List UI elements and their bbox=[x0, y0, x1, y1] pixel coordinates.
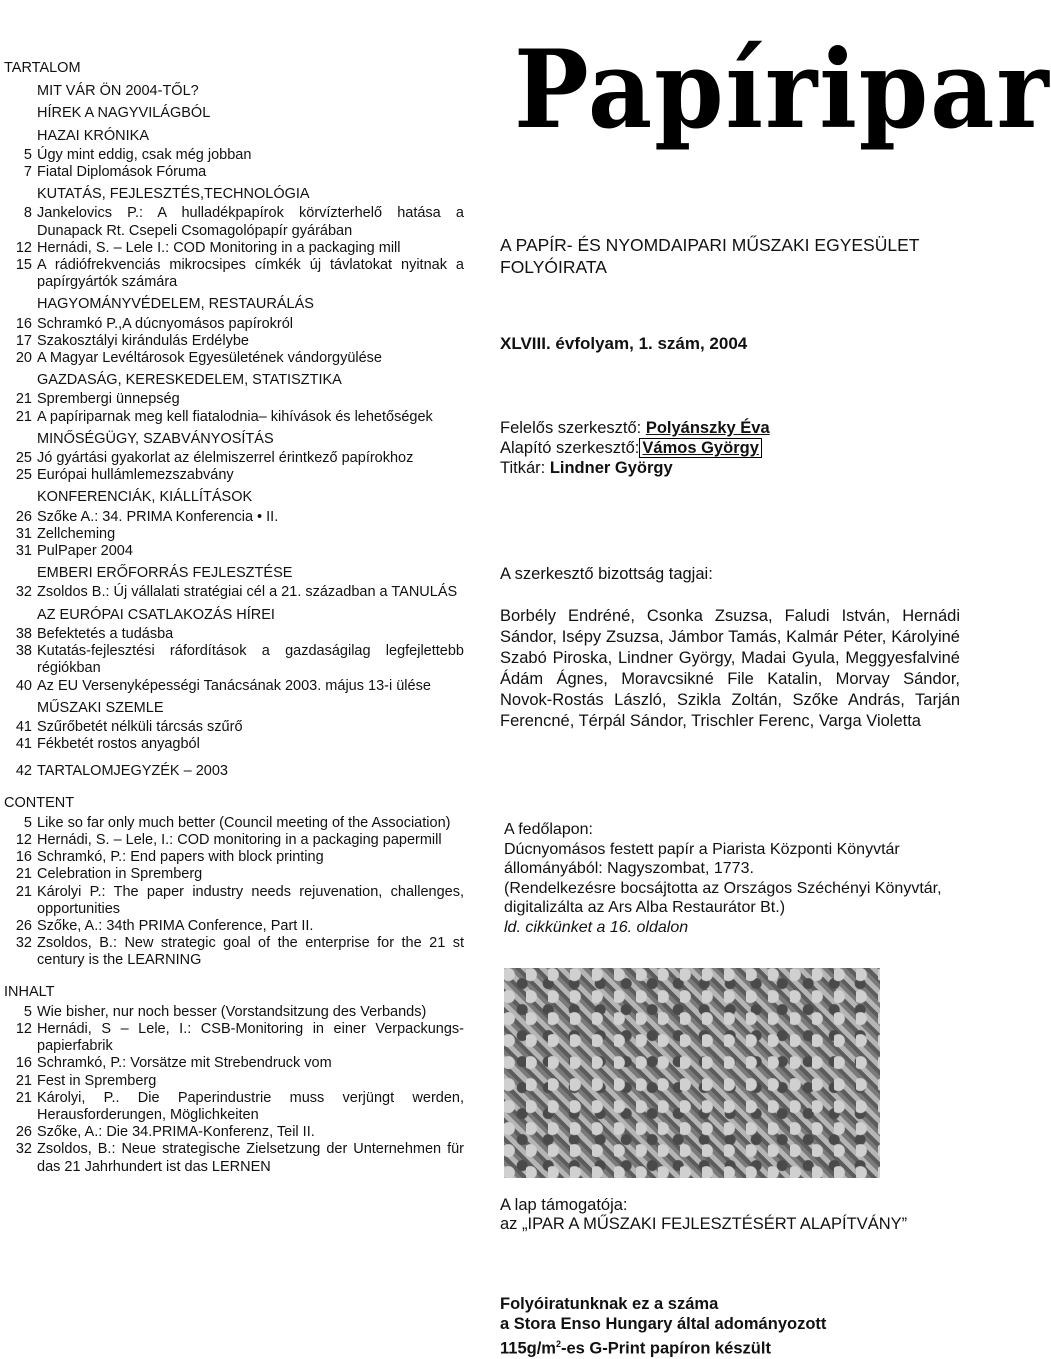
entry-text: Szőke, A.: Die 34.PRIMA-Konferenz, Teil II. bbox=[37, 1124, 315, 1141]
editor-line: Felelős szerkesztő: Polyánszky Éva bbox=[500, 419, 770, 437]
toc-entry bbox=[4, 450, 464, 467]
toc-entry bbox=[4, 918, 464, 935]
entry-page: 32 bbox=[15, 935, 32, 952]
entry-text: PulPaper 2004 bbox=[37, 543, 133, 560]
toc-entry bbox=[4, 1141, 464, 1175]
inhalt-entries bbox=[4, 1004, 464, 1176]
toc-entry bbox=[4, 257, 464, 291]
cover-pattern-image bbox=[504, 968, 880, 1178]
entry-page: 25 bbox=[15, 467, 32, 484]
toc-entry bbox=[4, 626, 464, 643]
entry-text: Wie bisher, nur noch besser (Vorstandsitzung des Verbands) bbox=[37, 1003, 427, 1020]
entry-page: 41 bbox=[15, 736, 32, 753]
toc-entry bbox=[4, 467, 464, 484]
section-entries bbox=[4, 205, 464, 291]
entry-page: 31 bbox=[15, 525, 32, 542]
entry-page: 40 bbox=[15, 677, 32, 694]
entry-page: 38 bbox=[15, 625, 32, 642]
entry-page: 42 bbox=[15, 763, 32, 780]
board-title: A szerkesztő bizottság tagjai: bbox=[500, 565, 713, 583]
section-title: MINŐSÉGÜGY, SZABVÁNYOSÍTÁS bbox=[37, 430, 274, 447]
entry-page: 12 bbox=[15, 1020, 32, 1037]
entry-page: 5 bbox=[23, 814, 32, 831]
entry-page: 32 bbox=[15, 1141, 32, 1158]
entry-page: 38 bbox=[15, 643, 32, 660]
entry-text: Szakosztályi kirándulás Erdélybe bbox=[37, 332, 249, 349]
toc-entry bbox=[4, 678, 464, 695]
section-title: HAGYOMÁNYVÉDELEM, RESTAURÁLÁS bbox=[37, 296, 314, 313]
section-title: GAZDASÁG, KERESKEDELEM, STATISZTIKA bbox=[37, 372, 342, 389]
section-title: EMBERI ERŐFORRÁS FEJLESZTÉSE bbox=[37, 565, 293, 582]
toc-entry bbox=[4, 1073, 464, 1090]
entry-text: Hernádi, S. – Lele I.: COD Monitoring in a packaging mill bbox=[37, 239, 401, 256]
entry-text: Európai hullámlemezszabvány bbox=[37, 467, 234, 484]
entry-text: Szőke A.: 34. PRIMA Konferencia • II. bbox=[37, 508, 279, 525]
entry-text: Celebration in Spremberg bbox=[37, 866, 203, 883]
entry-page: 5 bbox=[23, 146, 32, 163]
toc-entry bbox=[4, 164, 464, 181]
entry-text: Schramkó P.,A dúcnyomásos papírokról bbox=[37, 315, 294, 332]
toc-entry bbox=[4, 205, 464, 239]
section-entries bbox=[4, 316, 464, 368]
section-title: HAZAI KRÓNIKA bbox=[37, 127, 149, 144]
toc-entry bbox=[4, 849, 464, 866]
section-entries bbox=[4, 584, 464, 601]
entry-page: 26 bbox=[15, 1124, 32, 1141]
toc-entry bbox=[4, 815, 464, 832]
masthead-title: Papíripar bbox=[514, 27, 1051, 153]
entry-text: Károlyi, P.. Die Paperindustrie muss verjüngt werden, Herausforderungen, Möglichkeiten bbox=[37, 1089, 464, 1123]
toc-entry bbox=[4, 832, 464, 849]
founder-line: Alapító szerkesztő: Vámos György bbox=[500, 438, 960, 458]
entry-page: 26 bbox=[15, 508, 32, 525]
editorial-staff bbox=[500, 418, 960, 478]
toc-entry bbox=[4, 1124, 464, 1141]
entry-page: 21 bbox=[15, 866, 32, 883]
entry-text: Kutatás-fejlesztési ráfordítások a gazdaságilag legfejlettebb régiókban bbox=[37, 643, 464, 677]
toc-entry bbox=[4, 526, 464, 543]
entry-page: 20 bbox=[15, 350, 32, 367]
entry-text: Szőke, A.: 34th PRIMA Conference, Part II. bbox=[37, 917, 314, 934]
toc-entry bbox=[4, 643, 464, 677]
toc-entry bbox=[4, 1090, 464, 1124]
support-label: A lap támogatója: bbox=[500, 1196, 628, 1214]
entry-text: A Magyar Levéltárosok Egyesületének vándorgyülése bbox=[37, 350, 382, 367]
cover-description bbox=[504, 820, 960, 937]
entry-text: Schramkó, P.: End papers with block printing bbox=[37, 849, 324, 866]
volume-info: XLVIII. évfolyam, 1. szám, 2004 bbox=[500, 334, 748, 353]
content-heading: CONTENT bbox=[4, 794, 75, 811]
entry-text: Jankelovics P.: A hulladékpapírok körvízterhelő hatása a Dunapack Rt. Csepeli Csomagolópapír gyárában bbox=[37, 205, 464, 239]
entry-page: 8 bbox=[23, 205, 32, 222]
entry-page: 25 bbox=[15, 450, 32, 467]
secretary-line: Titkár: Lindner György bbox=[500, 459, 673, 477]
entry-text: Szűrőbetét nélküli tárcsás szűrő bbox=[37, 718, 243, 735]
cover-line1: Dúcnyomásos festett papír a Piarista Központi Könyvtár állományából: Nagyszombat, 1773. bbox=[504, 840, 900, 877]
entry-page: 41 bbox=[15, 718, 32, 735]
toc-entry bbox=[4, 736, 464, 753]
entry-page: 31 bbox=[15, 543, 32, 560]
entry-text: Zellcheming bbox=[37, 525, 116, 542]
toc-entry bbox=[4, 884, 464, 918]
entry-text: Fiatal Diplomások Fóruma bbox=[37, 164, 207, 181]
entry-page: 16 bbox=[15, 315, 32, 332]
entry-text: Like so far only much better (Council meeting of the Association) bbox=[37, 814, 451, 831]
entry-page: 21 bbox=[15, 408, 32, 425]
supporter bbox=[500, 1196, 960, 1234]
printed-line2: a Stora Enso Hungary által adományozott bbox=[500, 1315, 827, 1333]
entry-text: Az EU Versenyképességi Tanácsának 2003. május 13-i ülése bbox=[37, 677, 431, 694]
toc-entry bbox=[4, 409, 464, 426]
entry-text: Fest in Spremberg bbox=[37, 1072, 157, 1089]
section-title: AZ EURÓPAI CSATLAKOZÁS HÍREI bbox=[37, 606, 275, 623]
toc-entry bbox=[4, 240, 464, 257]
section-entries bbox=[4, 626, 464, 695]
toc-entry bbox=[4, 391, 464, 408]
entry-text: Hernádi, S – Lele, I.: CSB-Monitoring in einer Verpackungs-papierfabrik bbox=[37, 1020, 464, 1055]
toc-entry bbox=[4, 147, 464, 164]
section-title: KUTATÁS, FEJLESZTÉS,TECHNOLÓGIA bbox=[37, 186, 310, 203]
toc-entry bbox=[4, 1021, 464, 1055]
editor-name: Polyánszky Éva bbox=[645, 419, 770, 437]
entry-text: Sprembergi ünnepség bbox=[37, 391, 180, 408]
toc-entry bbox=[4, 333, 464, 350]
entry-text: Schramkó, P.: Vorsätze mit Strebendruck vom bbox=[37, 1055, 332, 1072]
section-entries bbox=[4, 719, 464, 753]
toc-entry bbox=[4, 1055, 464, 1072]
entry-text: A rádiófrekvenciás mikrocsipes címkék új távlatokat nyitnak a papírgyártók számára bbox=[37, 257, 464, 291]
cover-line2: (Rendelkezésre bocsájtotta az Országos Széchényi Könyvtár, digitalizálta az Ars Alba Restaurátor Bt.) bbox=[504, 879, 942, 916]
support-name: az „IPAR A MŰSZAKI FEJLESZTÉSÉRT ALAPÍTVÁNY” bbox=[500, 1215, 908, 1233]
entry-page: 21 bbox=[15, 1072, 32, 1089]
toc-entry bbox=[4, 509, 464, 526]
entry-page: 7 bbox=[23, 164, 32, 181]
entry-page: 21 bbox=[15, 391, 32, 408]
toc-entry bbox=[4, 1004, 464, 1021]
cover-ref: ld. cikkünket a 16. oldalon bbox=[504, 918, 689, 936]
toc-entry bbox=[4, 543, 464, 560]
entry-text: Befektetés a tudásba bbox=[37, 625, 174, 642]
section-entries bbox=[4, 450, 464, 484]
toc-entry bbox=[4, 584, 464, 601]
inhalt-heading: INHALT bbox=[4, 983, 55, 1000]
tartalom-sections bbox=[4, 83, 464, 753]
entry-page: 21 bbox=[15, 1089, 32, 1106]
section-title: MIT VÁR ÖN 2004-TŐL? bbox=[37, 83, 199, 100]
board-members: Borbély Endréné, Csonka Zsuzsa, Faludi István, Hernádi Sándor, Isépy Zsuzsa, Jámbor Tamás, Kalmár Péter, Károlyiné Szabó Piroska, Lindner György, Madai Gyula, Meggyesfalviné Ádám Ágnes, Moravcsikné File Katalin, Morvay Sándor, Novok-Rostás László, Szikla Zoltán, Szőke András, Tarján Ferencné, Térpál Sándor, Trischler Ferenc, Varga Violetta bbox=[500, 607, 960, 730]
founder-name: Vámos György bbox=[639, 438, 761, 458]
toc-entry bbox=[4, 316, 464, 333]
entry-text: A papíriparnak meg kell fiatalodnia– kihívások és lehetőségek bbox=[37, 408, 433, 425]
entry-text: Károlyi P.: The paper industry needs rejuvenation, challenges, opportunities bbox=[37, 883, 464, 917]
toc-entry bbox=[4, 935, 464, 969]
printed-line1: Folyóiratunknak ez a száma bbox=[500, 1295, 719, 1313]
cover-label: A fedőlapon: bbox=[504, 821, 593, 838]
section-entries bbox=[4, 391, 464, 425]
entry-page: 12 bbox=[15, 831, 32, 848]
entry-text: Zsoldos, B.: New strategic goal of the enterprise for the 21 st century is the LEARNING bbox=[37, 935, 464, 969]
tartalom-heading: TARTALOM bbox=[4, 60, 81, 76]
entry-page: 26 bbox=[15, 917, 32, 934]
toc-entry bbox=[4, 719, 464, 736]
toc-entry-final bbox=[4, 763, 464, 780]
section-entries bbox=[4, 509, 464, 561]
entry-text: TARTALOMJEGYZÉK – 2003 bbox=[37, 763, 228, 780]
entry-page: 21 bbox=[15, 883, 32, 900]
table-of-contents bbox=[4, 56, 464, 1176]
section-title: MŰSZAKI SZEMLE bbox=[37, 699, 164, 716]
entry-page: 16 bbox=[15, 849, 32, 866]
entry-page: 32 bbox=[15, 584, 32, 601]
section-entries bbox=[4, 147, 464, 181]
secretary-name: Lindner György bbox=[549, 459, 673, 477]
printing-note bbox=[500, 1294, 960, 1359]
content-entries bbox=[4, 815, 464, 970]
entry-page: 12 bbox=[15, 239, 32, 256]
entry-text: Zsoldos, B.: Neue strategische Zielsetzung der Unternehmen für das 21 Jahrhundert ist das LERNEN bbox=[37, 1141, 464, 1175]
entry-page: 15 bbox=[15, 257, 32, 274]
section-title: KONFERENCIÁK, KIÁLLÍTÁSOK bbox=[37, 489, 253, 506]
entry-page: 17 bbox=[15, 332, 32, 349]
association-name: A PAPÍR- ÉS NYOMDAIPARI MŰSZAKI EGYESÜLET FOLYÓIRATA bbox=[500, 235, 920, 277]
entry-text: Hernádi, S. – Lele, I.: COD monitoring in a packaging papermill bbox=[37, 831, 442, 848]
entry-text: Úgy mint eddig, csak még jobban bbox=[37, 146, 252, 163]
section-title: HÍREK A NAGYVILÁGBÓL bbox=[37, 105, 211, 122]
entry-page: 16 bbox=[15, 1055, 32, 1072]
entry-text: Zsoldos B.: Új vállalati stratégiai cél a 21. században a TANULÁS bbox=[37, 584, 458, 601]
toc-entry bbox=[4, 866, 464, 883]
entry-page: 5 bbox=[23, 1003, 32, 1020]
entry-text: Jó gyártási gyakorlat az élelmiszerrel érintkező papírokhoz bbox=[37, 450, 414, 467]
toc-entry bbox=[4, 350, 464, 367]
printed-line3: $115g/m^2-es$ G-Print papíron készült bbox=[500, 1339, 771, 1358]
entry-text: Fékbetét rostos anyagból bbox=[37, 736, 200, 753]
